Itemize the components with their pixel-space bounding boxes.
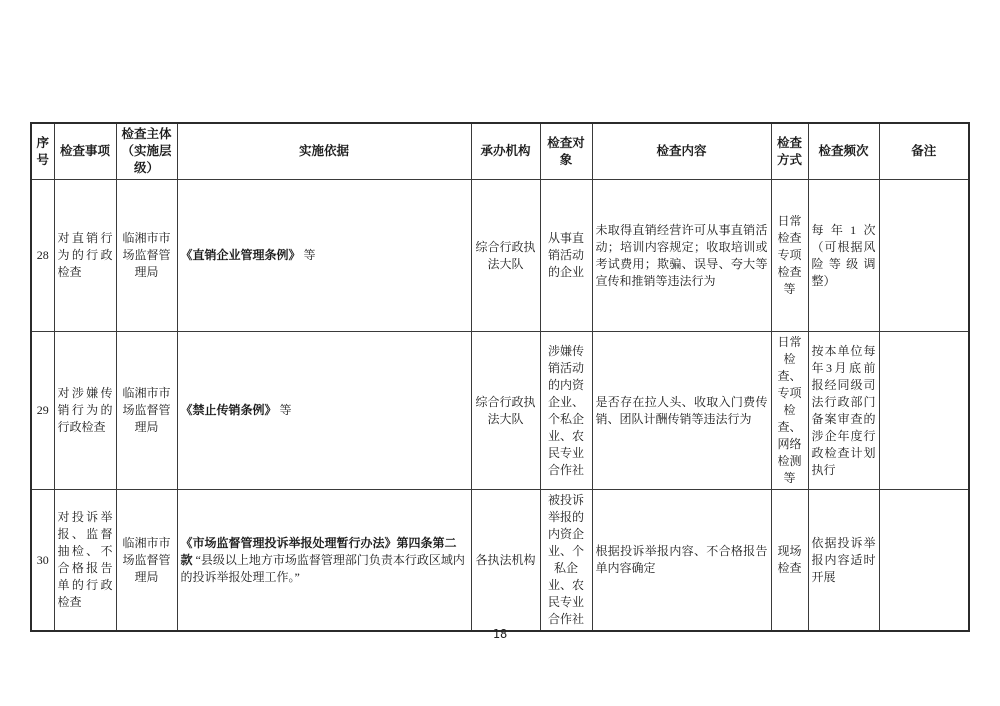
table-row <box>31 490 969 632</box>
cell-no: 28 <box>31 180 54 332</box>
cell-agency: 各执法机构 <box>471 490 540 632</box>
cell-agency: 综合行政执法大队 <box>471 180 540 332</box>
cell-subject: 临湘市市场监督管理局 <box>116 490 177 632</box>
cell-basis <box>177 180 471 332</box>
cell-no: 29 <box>31 332 54 490</box>
cell-basis <box>177 332 471 490</box>
cell-item: 对投诉举报、监督抽检、不合格报告单的行政检查 <box>54 490 116 632</box>
cell-remark <box>879 180 969 332</box>
header-target: 检查对象 <box>540 123 592 180</box>
cell-method: 现场检查 <box>771 490 808 632</box>
header-no: 序号 <box>31 123 54 180</box>
header-subject: 检查主体（实施层级） <box>116 123 177 180</box>
cell-method: 日常检查、专项检查、网络检测等 <box>771 332 808 490</box>
table-row <box>31 180 969 332</box>
basis-title: 《禁止传销条例》 <box>180 403 277 417</box>
cell-frequency: 每年1次（可根据风险等级调整） <box>808 180 879 332</box>
cell-content: 是否存在拉人头、收取入门费传销、团队计酬传销等违法行为 <box>592 332 771 490</box>
header-content: 检查内容 <box>592 123 771 180</box>
header-item: 检查事项 <box>54 123 116 180</box>
cell-remark <box>879 490 969 632</box>
cell-target: 被投诉举报的内资企业、个私企业、农民专业合作社 <box>540 490 592 632</box>
cell-subject: 临湘市市场监督管理局 <box>116 332 177 490</box>
cell-basis <box>177 490 471 632</box>
cell-target: 从事直销活动的企业 <box>540 180 592 332</box>
inspection-table <box>30 122 970 632</box>
header-basis: 实施依据 <box>177 123 471 180</box>
header-frequency: 检查频次 <box>808 123 879 180</box>
page-number: 18 <box>492 627 508 641</box>
cell-content: 根据投诉举报内容、不合格报告单内容确定 <box>592 490 771 632</box>
header-remark: 备注 <box>879 123 969 180</box>
cell-no: 30 <box>31 490 54 632</box>
table-row <box>31 332 969 490</box>
cell-target: 涉嫌传销活动的内资企业、个私企业、农民专业合作社 <box>540 332 592 490</box>
cell-frequency: 按本单位每年3月底前报经同级司法行政部门备案审查的涉企年度行政检查计划执行 <box>808 332 879 490</box>
cell-remark <box>879 332 969 490</box>
cell-subject: 临湘市市场监督管理局 <box>116 180 177 332</box>
basis-title: 《市场监督管理投诉举报处理暂行办法》第四条第二款 <box>180 535 457 567</box>
basis-text: 等 <box>303 248 316 262</box>
header-row <box>31 123 969 180</box>
cell-frequency: 依据投诉举报内容适时开展 <box>808 490 879 632</box>
basis-title: 《直销企业管理条例》 <box>180 248 301 262</box>
cell-method: 日常检查专项检查等 <box>771 180 808 332</box>
cell-agency: 综合行政执法大队 <box>471 332 540 490</box>
cell-item: 对涉嫌传销行为的行政检查 <box>54 332 116 490</box>
cell-item: 对直销行为的行政检查 <box>54 180 116 332</box>
header-method: 检查方式 <box>771 123 808 180</box>
header-agency: 承办机构 <box>471 123 540 180</box>
basis-text: 等 <box>279 403 292 417</box>
cell-content: 未取得直销经营许可从事直销活动；培训内容规定；收取培训或考试费用；欺骗、误导、夸大等宣传和推销等违法行为 <box>592 180 771 332</box>
basis-text: “县级以上地方市场监督管理部门负责本行政区域内的投诉举报处理工作。” <box>180 552 465 584</box>
